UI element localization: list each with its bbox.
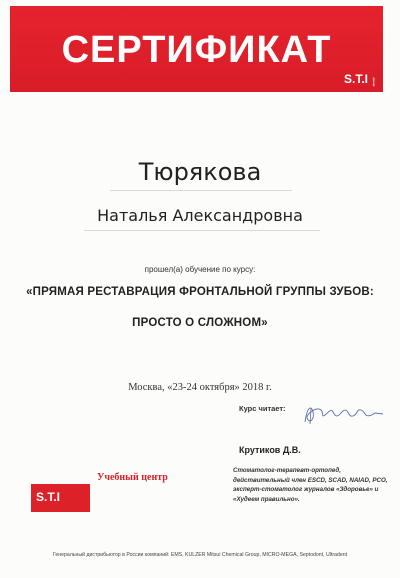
names-underline xyxy=(84,230,320,231)
lecturer-bio: Стоматолог-терапевт-ортопед, действительный член ESCD, SCAD, NAIAD, PCO, эксперт-стоматолог журналов «Здоровье» и «Худеем правильно». xyxy=(233,467,388,503)
certificate-banner xyxy=(10,6,383,92)
certificate-title: СЕРТИФИКАТ xyxy=(61,29,332,71)
training-center-logo xyxy=(31,484,90,512)
footer-distributors: Генеральный дистрибьютор в России компаний: EMS, KULZER Mitsui Chemical Group, MICRO-MEGA, Septodont, Ultradent xyxy=(52,552,348,558)
recipient-given-names: Наталья Александровна xyxy=(97,206,303,225)
sti-logo-subtext: dental xyxy=(371,77,376,87)
lecturer-label: Курс читает: xyxy=(239,404,286,413)
lecturer-name: Крутиков Д.В. xyxy=(239,445,301,455)
course-title-line-2: ПРОСТО О СЛОЖНОМ» xyxy=(132,317,268,329)
sti-logo xyxy=(344,73,378,88)
surname-underline xyxy=(110,190,292,191)
training-center-label: Учебный центр xyxy=(97,472,168,483)
sti-logo-text: S.T.I xyxy=(344,72,369,86)
course-title-line-1: «ПРЯМАЯ РЕСТАВРАЦИЯ ФРОНТАЛЬНОЙ ГРУППЫ ЗУБОВ: xyxy=(26,286,374,298)
recipient-surname: Тюрякова xyxy=(138,158,262,186)
training-center-logo-text: S.T.I xyxy=(36,490,61,504)
lecturer-signature xyxy=(297,398,387,428)
place-and-date: Москва, «23-24 октября» 2018 г. xyxy=(128,382,272,393)
passed-course-label: прошел(а) обучение по курсу: xyxy=(144,265,256,274)
